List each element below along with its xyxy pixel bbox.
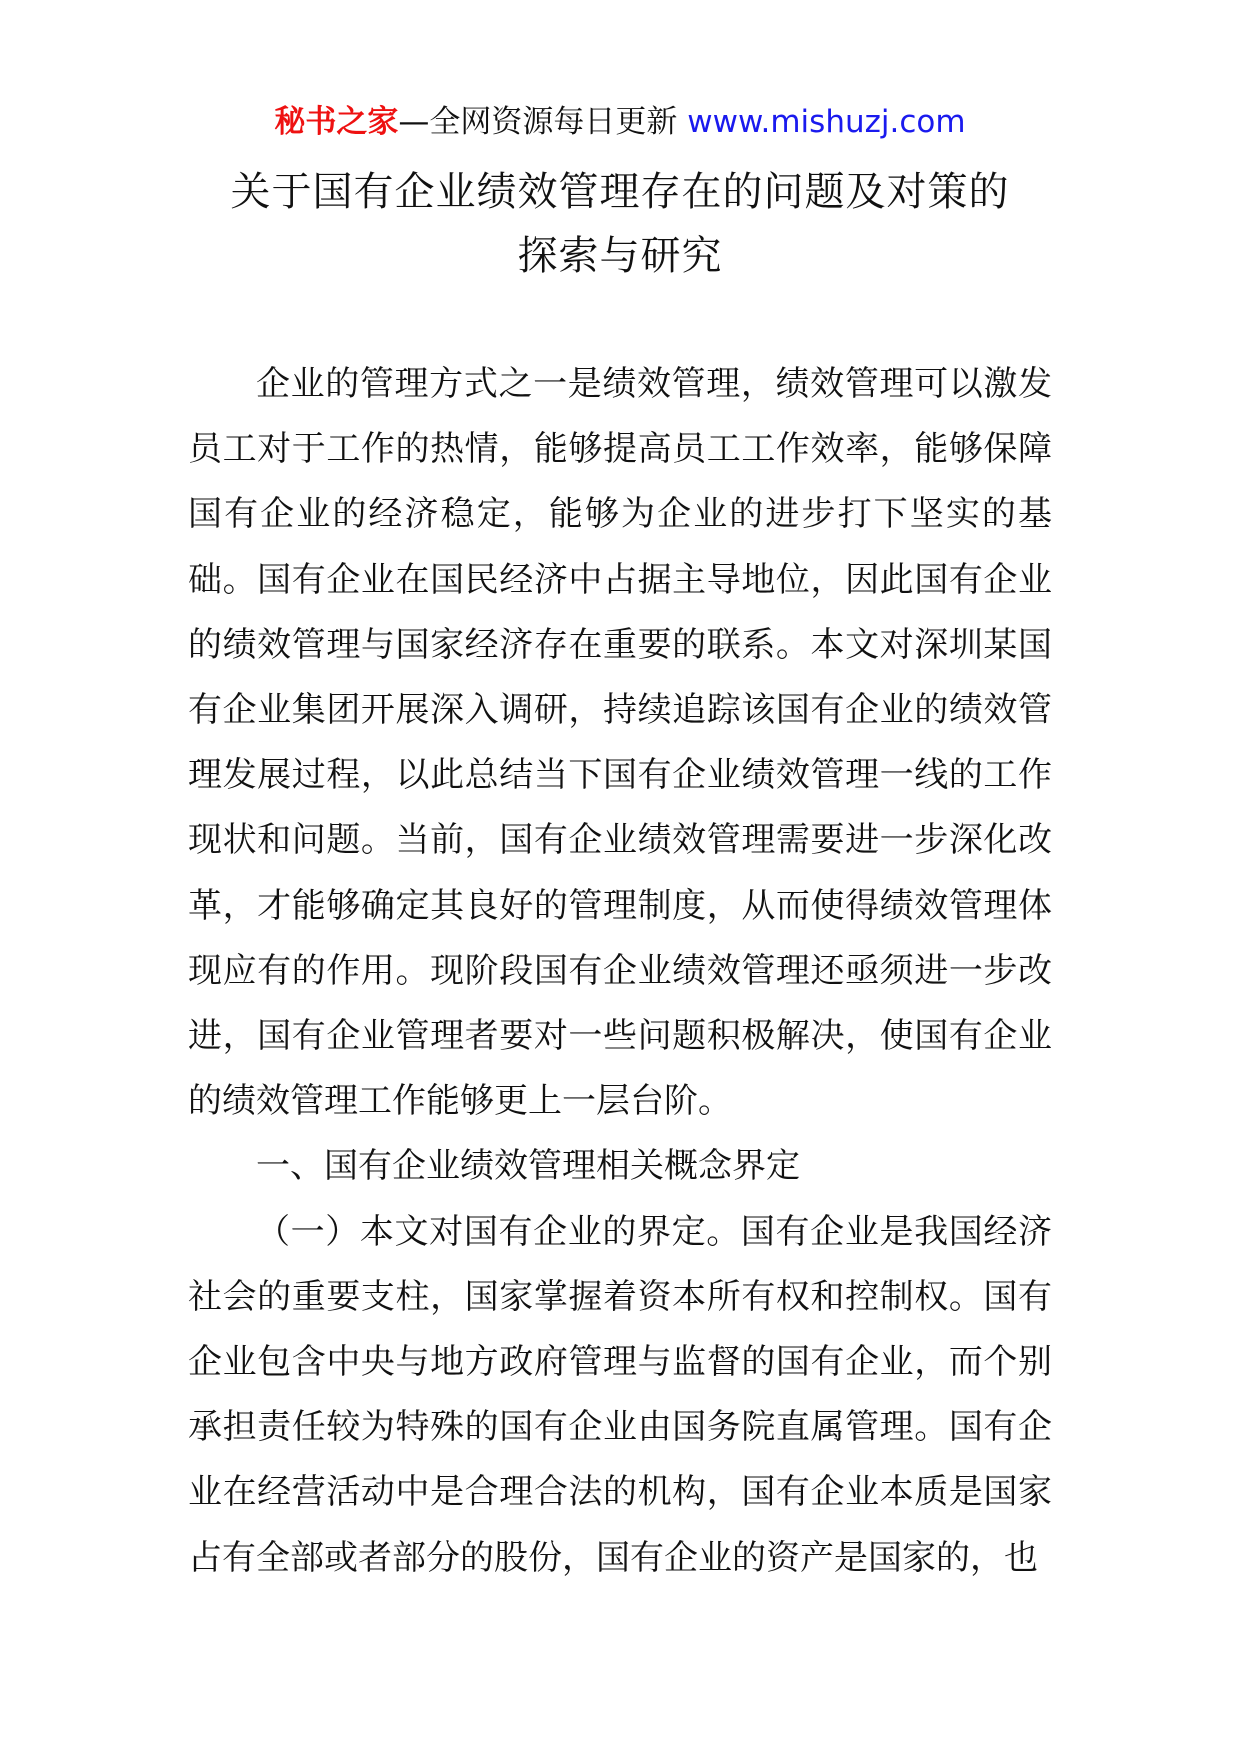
watermark-slogan: —全网资源每日更新 — [398, 104, 678, 140]
title-line-2: 探索与研究 — [517, 233, 723, 279]
document-body — [188, 352, 1052, 1591]
paragraph-definition: （一）本文对国有企业的界定。国有企业是我国经济社会的重要支柱，国家掌握着资本所有权和控制权。国有企业包含中央与地方政府管理与监督的国有企业，而个别承担责任较为特殊的国有企业由国务院直属管理。国有企业在经营活动中是合理合法的机构，国有企业本质是国家占有全部或者部分的股份，国有企业的资产是国家的，也 — [188, 1211, 1052, 1578]
section-heading-1: 一、国有企业绩效管理相关概念界定 — [256, 1146, 800, 1187]
title-line-1: 关于国有企业绩效管理存在的问题及对策的 — [230, 169, 1010, 215]
watermark-brand: 秘书之家 — [274, 104, 399, 140]
document-title — [150, 160, 1090, 288]
watermark-url: www.mishuzj.com — [687, 104, 966, 140]
site-watermark-header — [0, 100, 1240, 144]
paragraph-intro: 企业的管理方式之一是绩效管理，绩效管理可以激发员工对于工作的热情，能够提高员工工作效率，能够保障国有企业的经济稳定，能够为企业的进步打下坚实的基础。国有企业在国民经济中占据主导地位，因此国有企业的绩效管理与国家经济存在重要的联系。本文对深圳某国有企业集团开展深入调研，持续追踪该国有企业的绩效管理发展过程，以此总结当下国有企业绩效管理一线的工作现状和问题。当前，国有企业绩效管理需要进一步深化改革，才能够确定其良好的管理制度，从而使得绩效管理体现应有的作用。现阶段国有企业绩效管理还亟须进一步改进，国有企业管理者要对一些问题积极解决，使国有企业的绩效管理工作能够更上一层台阶。 — [188, 364, 1052, 1122]
